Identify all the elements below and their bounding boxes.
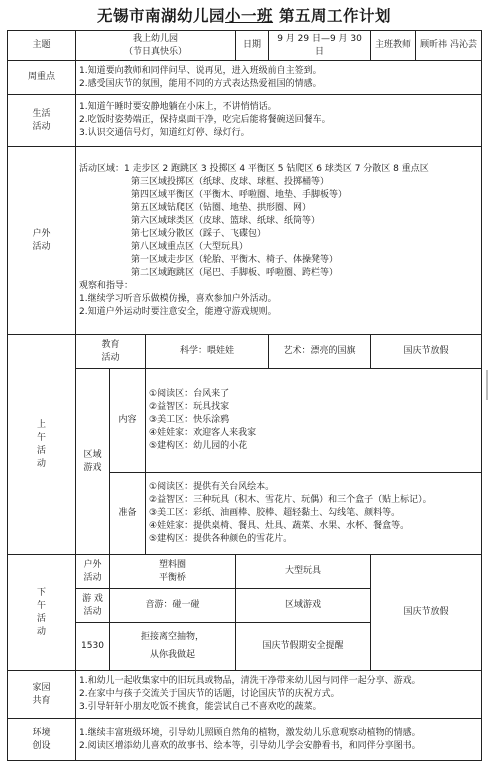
outdoor-areas-intro: 活动区域：1 走步区 2 跑跳区 3 投掷区 4 平衡区 5 钻爬区 6 球类区 7 分散区 8 重点区 [79,163,429,174]
edu-label-line1: 教育 [101,339,120,350]
env-label [8,719,76,761]
theme-value-line2: （节日真快乐） [124,46,188,57]
home-content [76,671,482,719]
outdoor-zone: 第六区域球类区（皮球、篮球、纸球、纸筒等） [131,215,321,226]
afternoon-label [8,555,76,671]
morning-holiday: 国庆节放假 [371,335,482,369]
area-label [76,369,110,555]
home-item: 2.在家中与孩子交流关于国庆节的话题，讨论国庆节的庆祝方式。 [79,689,340,699]
week-focus-content [76,61,482,95]
prep-item: ①阅读区：提供有关台风绘本。 [149,482,275,492]
content-item: ①阅读区：台风来了 [149,389,230,399]
prep-item: ③美工区：彩纸、油画棒、胶棒、超轻黏土、勾线笔、颜料等。 [149,508,401,518]
weekly-plan-table [7,30,482,761]
afternoon-outdoor-row [8,555,482,589]
outdoor-guide: 1.继续学习听音乐做模仿操，喜欢参加户外活动。 [79,293,277,304]
outdoor-zone: 第一区域走步区（轮胎、平衡木、椅子、体操凳等） [131,254,339,265]
area-prep [146,473,482,555]
life-item: 1.知道午睡时要安静地躺在小床上，不讲悄悄话。 [79,102,277,112]
afternoon-label-char: 动 [36,626,46,637]
life-item: 2.吃饭时姿势端正，保持桌面干净，吃完后能将餐碗送回餐车。 [79,115,331,125]
life-row [8,95,482,147]
afternoon-outdoor-item: 塑料圈 [159,559,187,570]
outdoor-label [8,147,76,335]
prep-item: ⑤建构区：提供各种颜色的雪花片。 [149,534,293,544]
outdoor-zone: 第四区域平衡区（平衡木、呼啦圈、地垫、手脚板等） [131,189,348,200]
week-focus-row [8,61,482,95]
morning-area-content-row [8,369,482,473]
env-content [76,719,482,761]
outdoor-zone: 第三区域投掷区（纸球、皮球、球框、投掷桶等） [131,176,330,187]
home-item: 1.和幼儿一起收集家中的旧玩具或物品，清洗干净带来幼儿园与同伴一起分享、游戏。 [79,676,421,686]
title-class: 小一班 [225,7,274,25]
afternoon-outdoor-label-line1: 户外 [83,559,102,570]
theme-value-line1: 我上幼儿园 [133,33,179,44]
afternoon-outdoor-label [76,555,110,589]
afternoon-holiday: 国庆节放假 [371,555,482,671]
area-label-line2: 游戏 [83,462,102,473]
week-focus-label: 周重点 [8,61,76,95]
morning-label-char: 动 [36,458,46,469]
morning-edu-row [8,335,482,369]
morning-label [8,335,76,555]
content-item: ⑤建构区：幼儿园的小花 [149,441,248,451]
teacher-label: 主班教师 [371,31,416,61]
time-label: 1530 [76,623,110,671]
theme-label: 主题 [8,31,76,61]
life-label [8,95,76,147]
afternoon-label-char: 午 [36,600,46,611]
life-label-line1: 生活 [32,108,51,119]
edu-label-line2: 活动 [101,352,120,363]
afternoon-label-char: 下 [36,587,46,598]
env-label-line1: 环境 [32,727,51,738]
morning-label-char: 活 [36,445,46,456]
content-item: ④娃娃家：欢迎客人来我家 [149,428,257,438]
afternoon-outdoor-item: 平衡桥 [159,572,187,583]
content-item: ③美工区：快乐涂鸦 [149,415,230,425]
prep-item: ④娃娃家：提供桌椅、餐具、灶具、蔬菜、水果、水杯、餐盒等。 [149,521,410,531]
content-label: 内容 [110,369,146,473]
prep-label: 准备 [110,473,146,555]
science-activity: 科学：喂娃娃 [146,335,269,369]
theme-value [76,31,236,61]
game-label-line2: 活动 [83,606,102,617]
outdoor-zone: 第八区域重点区（大型玩具） [131,241,249,252]
env-label-line2: 创设 [32,740,51,751]
outdoor-label-line2: 活动 [32,241,51,252]
safety-slogan-line2: 从你我做起 [150,650,196,660]
morning-label-char: 午 [36,432,46,443]
env-item: 1.继续丰富班级环境，引导幼儿照顾自然角的植物，激发幼儿乐意观察动植物的情感。 [79,727,421,738]
area-game: 区域游戏 [236,589,371,623]
afternoon-label-char: 活 [36,613,46,624]
prep-item: ②益智区：三种玩具（积木、雪花片、玩偶）和三个盒子（贴上标记）。 [149,495,432,505]
area-content [146,369,482,473]
week-focus-item: 2.感受国庆节的氛围，能用不同的方式表达热爱祖国的情感。 [79,78,322,89]
home-label [8,671,76,719]
game-label [76,589,110,623]
morning-label-char: 上 [36,419,46,430]
art-activity: 艺术：漂亮的国旗 [269,335,371,369]
holiday-safety: 国庆节假期安全提醒 [236,623,371,671]
safety-slogan-line1: 拒接离空抽物， [141,632,205,642]
edu-label [76,335,146,369]
content-item: ②益智区：玩具找家 [149,402,230,412]
outdoor-zone: 第七区域分散区（踩子、飞碟包） [131,228,267,239]
outdoor-row [8,147,482,335]
home-label-line2: 共育 [32,695,51,706]
home-item: 3.引导轩轩小朋友吃饭不挑食，能尝试自己不喜欢吃的蔬菜。 [79,702,322,712]
safety-slogan [110,623,236,671]
home-row [8,671,482,719]
week-focus-item: 1.知道要向教师和同伴问早、说再见，进入班级前自主签到。 [79,65,322,76]
life-label-line2: 活动 [32,121,51,132]
date-label: 日期 [236,31,269,61]
afternoon-outdoor-equipment [110,555,236,589]
home-label-line1: 家园 [32,682,51,693]
outdoor-guide: 2.知道户外运动时要注意安全，能遵守游戏规则。 [79,306,277,317]
game-label-line1: 游 戏 [82,593,103,604]
life-item: 3.认识交通信号灯，知道红灯停、绿灯行。 [79,128,250,138]
area-label-line1: 区域 [83,449,102,460]
header-row [8,31,482,61]
title-school: 无锡市南湖幼儿园 [97,7,226,25]
life-content [76,95,482,147]
outdoor-zone: 第五区域钻爬区（钻圈、地垫、拱形圈、网） [131,202,312,213]
outdoor-label-line1: 户外 [32,228,51,239]
outdoor-zone: 第二区域跑跳区（尾巴、手脚板、呼啦圈、跨栏等） [131,267,339,278]
afternoon-outdoor-big-toys: 大型玩具 [236,555,371,589]
env-row [8,719,482,761]
teacher-value: 顾昕祎 冯沁芸 [416,31,482,61]
music-game: 音游：碰一碰 [110,589,236,623]
env-item: 2.阅读区增添幼儿喜欢的故事书、绘本等，引导幼儿学会安静看书，和同伴分享图书。 [79,740,421,751]
outdoor-content [76,147,482,335]
afternoon-outdoor-label-line2: 活动 [83,572,102,583]
title-week: 第五周工作计划 [278,7,391,25]
page-title [0,4,488,26]
date-value: 9 月 29 日—9 月 30 日 [269,31,371,61]
outdoor-guide-title: 观察和指导： [79,280,134,291]
